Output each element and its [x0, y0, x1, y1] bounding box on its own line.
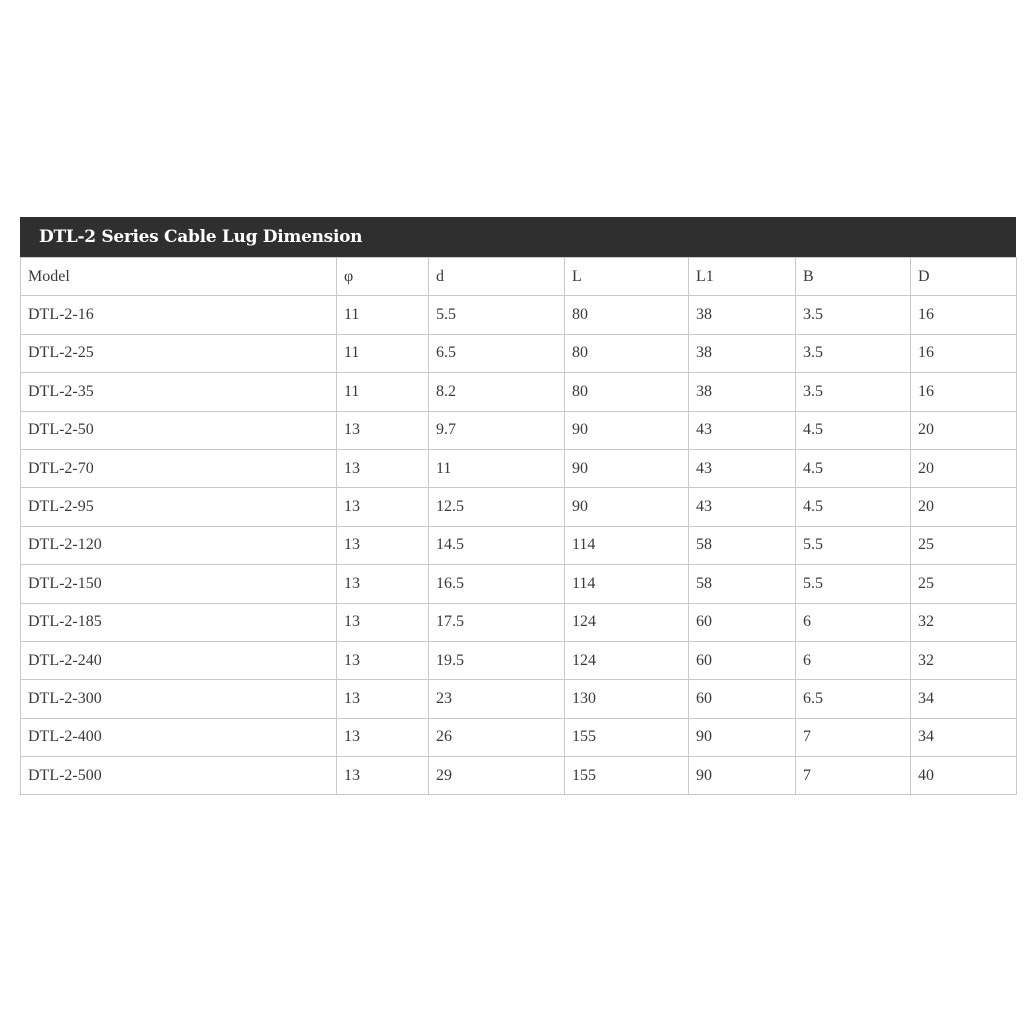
table-cell: DTL-2-16: [21, 296, 337, 334]
table-cell: 13: [337, 411, 429, 449]
table-cell: 34: [911, 680, 1017, 718]
table-cell: 114: [565, 526, 689, 564]
header-cell-phi: φ: [337, 258, 429, 296]
table-cell: 13: [337, 718, 429, 756]
table-cell: 4.5: [796, 488, 911, 526]
table-cell: 43: [689, 488, 796, 526]
table-cell: 155: [565, 718, 689, 756]
table-row: [21, 449, 1017, 487]
table-cell: 6.5: [796, 680, 911, 718]
table-cell: 17.5: [429, 603, 565, 641]
table-cell: DTL-2-400: [21, 718, 337, 756]
table-cell: 20: [911, 411, 1017, 449]
table-cell: 34: [911, 718, 1017, 756]
table-cell: DTL-2-300: [21, 680, 337, 718]
table-cell: 26: [429, 718, 565, 756]
table-cell: 80: [565, 296, 689, 334]
table-cell: 38: [689, 296, 796, 334]
table-cell: 19.5: [429, 641, 565, 679]
table-cell: 11: [429, 449, 565, 487]
table-cell: 3.5: [796, 334, 911, 372]
table-row: [21, 757, 1017, 795]
table-cell: 80: [565, 334, 689, 372]
header-row: [21, 258, 1017, 296]
table-cell: 58: [689, 565, 796, 603]
header-cell-d-large: D: [911, 258, 1017, 296]
table-cell: DTL-2-50: [21, 411, 337, 449]
header-cell-model: Model: [21, 258, 337, 296]
table-cell: 5.5: [429, 296, 565, 334]
table-cell: 40: [911, 757, 1017, 795]
table-cell: DTL-2-185: [21, 603, 337, 641]
table-row: [21, 565, 1017, 603]
table-cell: 60: [689, 641, 796, 679]
table-cell: 58: [689, 526, 796, 564]
table-cell: 13: [337, 757, 429, 795]
table-cell: DTL-2-240: [21, 641, 337, 679]
table-cell: 43: [689, 411, 796, 449]
table-row: [21, 373, 1017, 411]
table-row: [21, 488, 1017, 526]
table-cell: 5.5: [796, 565, 911, 603]
table-cell: 11: [337, 373, 429, 411]
table-cell: 32: [911, 641, 1017, 679]
table-cell: DTL-2-95: [21, 488, 337, 526]
table-cell: 20: [911, 449, 1017, 487]
table-cell: 90: [565, 488, 689, 526]
table-cell: 13: [337, 603, 429, 641]
table-cell: 90: [565, 411, 689, 449]
table-cell: DTL-2-25: [21, 334, 337, 372]
table-cell: DTL-2-120: [21, 526, 337, 564]
table-cell: 5.5: [796, 526, 911, 564]
table-cell: 20: [911, 488, 1017, 526]
table-cell: 29: [429, 757, 565, 795]
table-cell: 6: [796, 603, 911, 641]
table-cell: 13: [337, 488, 429, 526]
table-cell: 155: [565, 757, 689, 795]
table-cell: 4.5: [796, 411, 911, 449]
table-cell: 13: [337, 526, 429, 564]
table-row: [21, 526, 1017, 564]
header-cell-b: B: [796, 258, 911, 296]
table-cell: 11: [337, 334, 429, 372]
table-cell: 3.5: [796, 296, 911, 334]
table-cell: 7: [796, 718, 911, 756]
table-cell: 3.5: [796, 373, 911, 411]
table-row: [21, 641, 1017, 679]
table-cell: 13: [337, 565, 429, 603]
table-cell: 16: [911, 373, 1017, 411]
table-row: [21, 334, 1017, 372]
table-cell: 130: [565, 680, 689, 718]
table-cell: 4.5: [796, 449, 911, 487]
table-cell: 80: [565, 373, 689, 411]
table-cell: 38: [689, 373, 796, 411]
table-cell: 12.5: [429, 488, 565, 526]
table-cell: 14.5: [429, 526, 565, 564]
table-cell: 25: [911, 565, 1017, 603]
dimension-table-container: [20, 217, 1016, 795]
table-cell: 13: [337, 680, 429, 718]
table-cell: 6: [796, 641, 911, 679]
table-row: [21, 411, 1017, 449]
table-cell: DTL-2-70: [21, 449, 337, 487]
table-cell: 9.7: [429, 411, 565, 449]
table-cell: 90: [689, 718, 796, 756]
header-cell-d-small: d: [429, 258, 565, 296]
header-cell-l: L: [565, 258, 689, 296]
table-cell: 32: [911, 603, 1017, 641]
table-cell: 16: [911, 296, 1017, 334]
table-cell: 38: [689, 334, 796, 372]
header-cell-l1: L1: [689, 258, 796, 296]
table-row: [21, 603, 1017, 641]
table-cell: 124: [565, 641, 689, 679]
table-cell: 124: [565, 603, 689, 641]
table-cell: 13: [337, 641, 429, 679]
table-cell: 13: [337, 449, 429, 487]
table-cell: 90: [689, 757, 796, 795]
table-cell: 43: [689, 449, 796, 487]
table-cell: DTL-2-500: [21, 757, 337, 795]
table-cell: 8.2: [429, 373, 565, 411]
table-cell: 60: [689, 603, 796, 641]
table-cell: 16.5: [429, 565, 565, 603]
table-cell: 11: [337, 296, 429, 334]
table-cell: 25: [911, 526, 1017, 564]
table-row: [21, 296, 1017, 334]
table-cell: 23: [429, 680, 565, 718]
table-cell: 114: [565, 565, 689, 603]
table-row: [21, 680, 1017, 718]
table-cell: 60: [689, 680, 796, 718]
table-title: DTL-2 Series Cable Lug Dimension: [20, 217, 1016, 257]
table-cell: 16: [911, 334, 1017, 372]
table-cell: 6.5: [429, 334, 565, 372]
table-body: [21, 258, 1017, 795]
table-cell: 7: [796, 757, 911, 795]
table-cell: 90: [565, 449, 689, 487]
table-cell: DTL-2-35: [21, 373, 337, 411]
table-row: [21, 718, 1017, 756]
table-cell: DTL-2-150: [21, 565, 337, 603]
dimension-table: [20, 257, 1017, 795]
